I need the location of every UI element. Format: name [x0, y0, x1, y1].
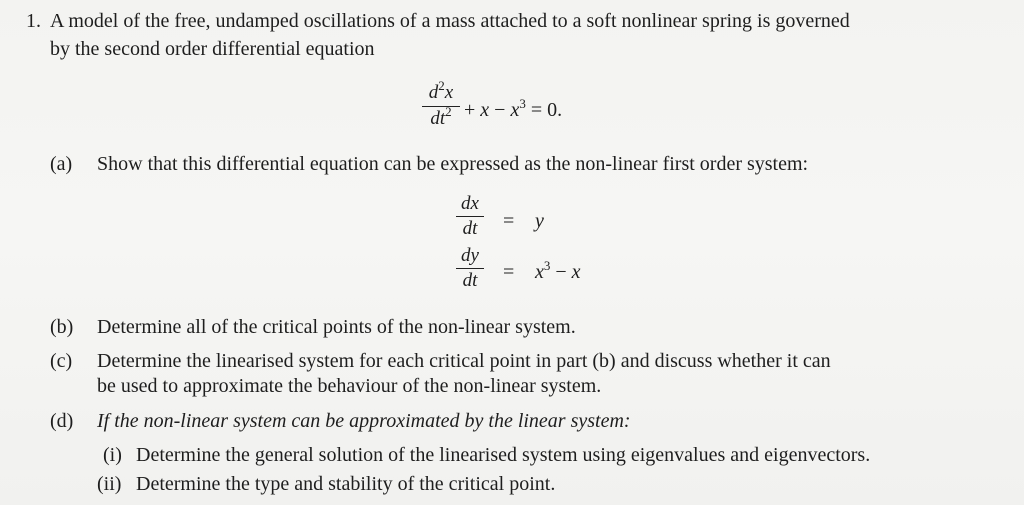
part-c-label: (c) [50, 350, 73, 372]
fraction-bar [422, 106, 460, 107]
part-c-line-1: Determine the linearised system for each critical point in part (b) and discuss whether it can [97, 350, 831, 372]
sub-i-text: Determine the general solution of the linearised system using eigenvalues and eigenvectors. [136, 444, 871, 466]
plus-sign: + [464, 99, 481, 121]
fraction-bar [456, 216, 484, 217]
dt-den: dt [462, 218, 478, 240]
main-equation-rest [464, 98, 562, 124]
frac-num-sup: 2 [438, 78, 445, 93]
frac-num-d: d [428, 82, 439, 103]
part-d-label: (d) [50, 410, 74, 432]
dx-num: dx [461, 193, 479, 214]
dt-den: dt [462, 270, 478, 292]
part-a-text: Show that this differential equation can be expressed as the non-linear first order system: [97, 153, 809, 175]
eq1-equals: = [503, 210, 515, 232]
dx-dt-fraction [456, 193, 484, 240]
part-d-text: If the non-linear system can be approximated by the linear system: [97, 410, 631, 432]
dy-dt-fraction [456, 245, 484, 292]
second-derivative-fraction [422, 78, 460, 131]
dy-num: dy [461, 245, 479, 266]
var-x: x [480, 99, 490, 121]
var-x: x [571, 261, 581, 283]
sub-i-label: (i) [103, 444, 122, 466]
minus-sign: − [489, 99, 511, 121]
fraction-bar [456, 268, 484, 269]
var-x: x [535, 261, 544, 283]
eq1-rhs: y [535, 210, 544, 232]
frac-den: dt [430, 108, 446, 130]
question-number: 1. [26, 10, 41, 32]
frac-num-var: x [444, 82, 454, 103]
sub-ii-text: Determine the type and stability of the critical point. [136, 473, 556, 495]
cube-sup: 3 [543, 258, 551, 273]
eq2-equals: = [503, 261, 515, 283]
intro-line-2: by the second order differential equation [50, 38, 375, 60]
part-c-line-2: be used to approximate the behaviour of the non-linear system. [97, 375, 602, 397]
intro-line-1: A model of the free, undamped oscillations of a mass attached to a soft nonlinear spring is governed [50, 10, 850, 32]
equals-zero: = 0. [525, 99, 563, 121]
sub-ii-label: (ii) [97, 473, 122, 495]
part-a-label: (a) [50, 153, 73, 175]
frac-den-sup: 2 [445, 104, 452, 120]
var-x-cubed: x [510, 99, 520, 121]
cube-sup: 3 [519, 96, 526, 111]
part-b-text: Determine all of the critical points of the non-linear system. [97, 316, 576, 338]
eq2-rhs [535, 260, 581, 286]
minus-sign: − [550, 261, 572, 283]
part-b-label: (b) [50, 316, 74, 338]
